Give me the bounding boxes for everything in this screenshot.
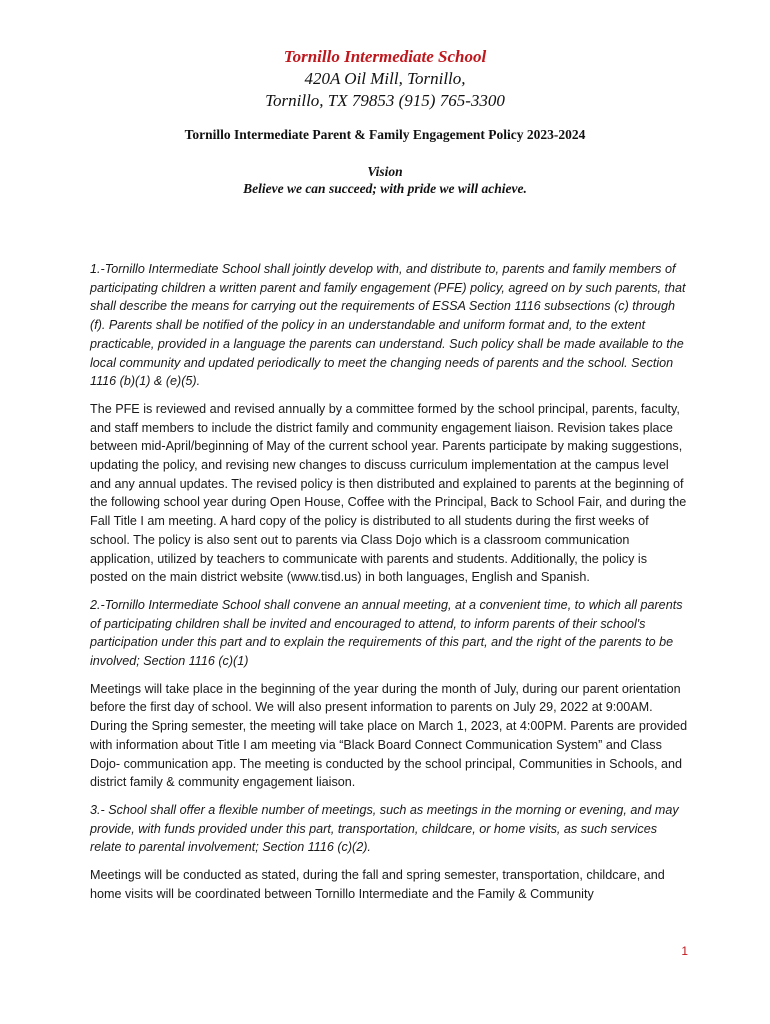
- section-2-requirement: 2.-Tornillo Intermediate School shall convene an annual meeting, at a convenient time, to which all parents of participating children shall be invited and encouraged to attend, to inform parents of their school's participation under this part and to explain the requirements of this part, and the right of the parents to be involved; Section 1116 (c)(1): [90, 597, 683, 669]
- section-1-requirement: 1.-Tornillo Intermediate School shall jointly develop with, and distribute to, parents and family members of participating children a written parent and family engagement (PFE) policy, agreed on by such parents, that shall describe the means for carrying out the requirements of ESSA Section 1116 subsections (c) through (f). Parents shall be notified of the policy in an understandable and uniform format and, to the extent practicable, provided in a language the parents can understand. Such policy shall be made available to the local community and updated periodically to meet the changing needs of parents and the school. Section 1116 (b)(1) & (e)(5).: [90, 262, 686, 389]
- section-3-requirement: 3.- School shall offer a flexible number of meetings, such as meetings in the morning or evening, and may provide, with funds provided under this part, transportation, childcare, or home visits, as such services relate to parental involvement; Section 1116 (c)(2).: [90, 802, 679, 855]
- address-line-1: 420A Oil Mill, Tornillo,: [304, 69, 466, 88]
- section-1-response: The PFE is reviewed and revised annually by a committee formed by the school principal, parents, faculty, and staff members to include the district family and community engagement liaison. Revision takes place between mid-April/beginning of May of the current school year. Parents participate by making suggestions, updating the policy, and revising new changes to discuss curriculum implementation at the campus level and any annual updates. The revised policy is then distributed and explained to parents at the beginning of the following school year during Open House, Coffee with the Principal, Back to School Fair, and during the Fall Title I am meeting. A hard copy of the policy is distributed to all students during the first weeks of school. The policy is also sent out to parents via Class Dojo which is a classroom communication application, utilized by teachers to communicate with parents and students. Additionally, the policy is posted on the main district website (www.tisd.us) in both languages, English and Spanish.: [90, 401, 687, 585]
- policy-title: Tornillo Intermediate Parent & Family Engagement Policy 2023-2024: [184, 127, 586, 142]
- vision-block: [0, 163, 770, 197]
- vision-heading: Vision: [367, 164, 403, 179]
- section-2-response: Meetings will take place in the beginning of the year during the month of July, during our parent orientation before the first day of school. We will also present information to parents on July 29, 2022 at 9:00AM. During the Spring semester, the meeting will take place on March 1, 2023, at 4:00PM. Parents are provided with information about Title I am meeting via “Black Board Connect Communication System” and Class Dojo- communication app. The meeting is conducted by the school principal, Communities in Schools, and district family & community engagement liaison.: [90, 681, 688, 790]
- address-line-2: Tornillo, TX 79853 (915) 765-3300: [265, 91, 505, 110]
- letterhead: [0, 46, 770, 112]
- school-name: Tornillo Intermediate School: [283, 47, 487, 66]
- section-3-response: Meetings will be conducted as stated, during the fall and spring semester, transportation, childcare, and home visits will be coordinated between Tornillo Intermediate and the Family & Community: [90, 868, 665, 901]
- vision-statement: Believe we can succeed; with pride we will achieve.: [243, 181, 527, 196]
- policy-body: [90, 260, 688, 913]
- page-number: 1: [681, 944, 688, 958]
